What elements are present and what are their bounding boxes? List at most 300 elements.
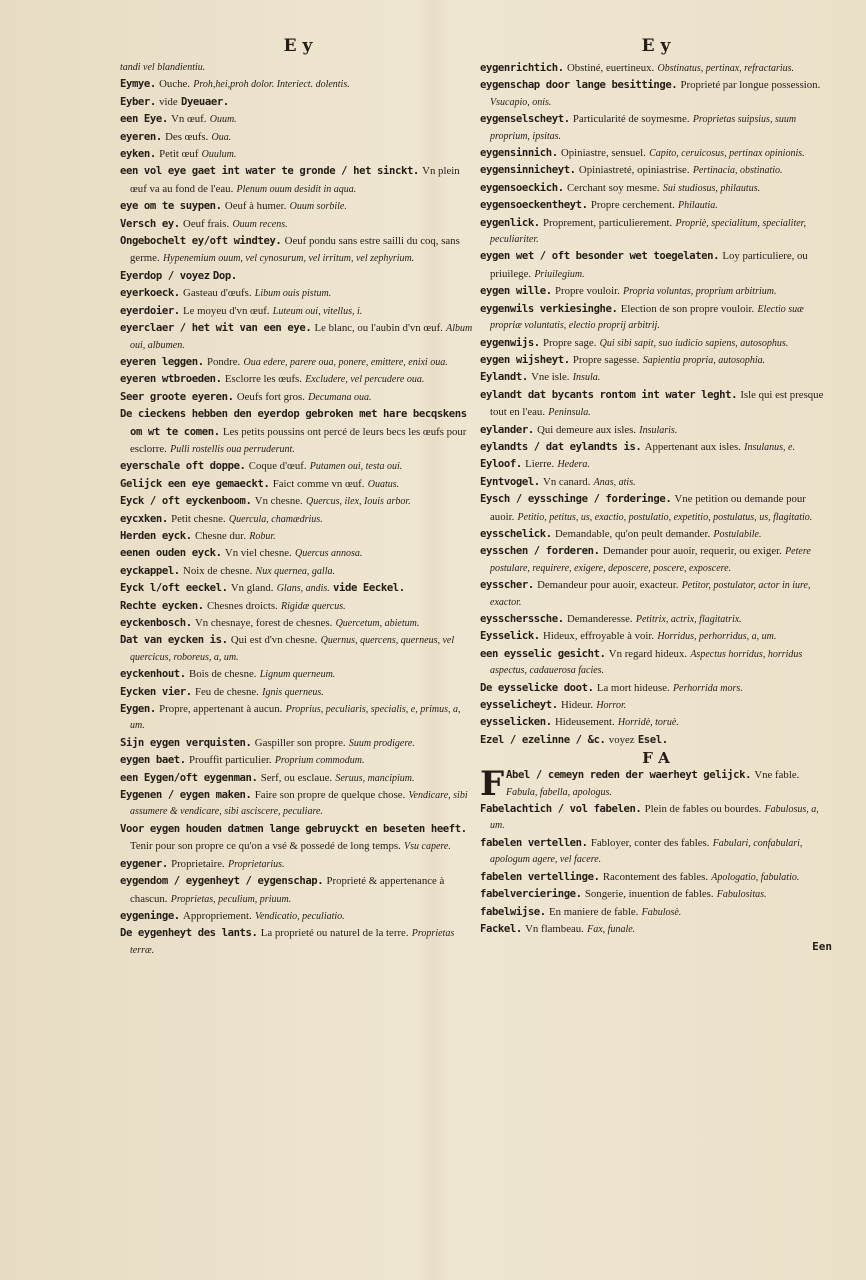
french-gloss: Vn gland. — [230, 582, 274, 595]
headword: Versch ey. — [120, 217, 180, 230]
french-gloss: La mort hideuse. — [596, 681, 670, 694]
headword: eyeren wtbroeden. — [120, 373, 222, 386]
latin-gloss: tandi vel blandientiu. — [120, 62, 206, 73]
headword: Eyntvogel. — [480, 475, 540, 488]
latin-gloss: Insularis. — [639, 424, 678, 436]
headword: eysschen / forderen. — [480, 545, 600, 558]
french-gloss: Prouffit particulier. — [189, 754, 272, 767]
latin-gloss: Lignum querneum. — [259, 669, 336, 681]
headword: eyerkoeck. — [120, 287, 180, 300]
headword: eygenschap door lange besittinge. — [480, 79, 678, 92]
french-gloss: Propre sage. — [543, 336, 597, 349]
french-gloss: Vne petition ou demande pour auoir. — [490, 493, 806, 523]
latin-gloss: Quercus, ilex, Iouis arbor. — [306, 496, 411, 508]
headword: eygenwils verkiesinghe. — [480, 302, 618, 315]
headword: Eygenen / eygen maken. — [120, 789, 252, 802]
dictionary-entry — [120, 94, 476, 111]
french-gloss: Vn canard. — [543, 475, 591, 488]
headword: fabelvercieringe. — [480, 888, 582, 901]
dictionary-entry — [120, 389, 476, 406]
latin-gloss: Seruus, mancipium. — [335, 772, 415, 784]
french-gloss: Oeuf frais. — [183, 217, 230, 230]
headword: eygendom / eygenheyt / eygenschap. — [120, 875, 324, 888]
headword: Eycken vier. — [120, 685, 192, 698]
latin-gloss: Propria voluntas, proprium arbitrium. — [623, 286, 777, 298]
dictionary-entry — [120, 701, 476, 735]
french-gloss: Obstiné, euertineux. — [566, 62, 655, 74]
latin-gloss: Quercus annosa. — [295, 548, 363, 560]
latin-gloss: Oua. — [211, 131, 232, 143]
latin-gloss: Ouatus. — [367, 478, 400, 490]
french-gloss: Opiniastre, sensuel. — [560, 147, 646, 160]
french-gloss: Lierre. — [525, 458, 555, 471]
latin-gloss: Fabulosus, a, um. — [490, 804, 819, 832]
headword: Sijn eygen verquisten. — [120, 736, 252, 749]
latin-gloss: Petitor, postulator, actor in iure, exactor. — [490, 580, 811, 608]
french-gloss: Election de son propre vouloir. — [620, 302, 755, 315]
headword: eygener. — [120, 857, 168, 870]
latin-gloss: Glans, andis. — [276, 583, 330, 595]
dictionary-entry — [480, 335, 832, 352]
headword: Fackel. — [480, 922, 522, 935]
dictionary-entry — [480, 697, 832, 714]
dictionary-entry — [480, 835, 832, 869]
latin-gloss: Obstinatus, pertinax, refractarius. — [657, 63, 795, 74]
headword: eylandts / dat eylandts is. — [480, 440, 642, 453]
cross-reference: Esel. — [637, 733, 668, 746]
latin-gloss: Peninsula. — [548, 407, 591, 419]
headword: een vol eye gaet int water te gronde / het sinckt. — [120, 165, 419, 178]
latin-gloss: Vsucapio, onis. — [490, 96, 552, 108]
latin-gloss: Sui studiosus, philautus. — [662, 182, 761, 194]
latin-gloss: Excludere, vel percudere oua. — [305, 374, 425, 386]
dictionary-entry — [480, 387, 832, 422]
headword: eyeren leggen. — [120, 355, 204, 368]
french-gloss: Songerie, inuention de fables. — [584, 888, 714, 901]
french-gloss: Serf, ou esclaue. — [260, 771, 333, 784]
latin-gloss: Petitio, petitus, us, exactio, postulatio, expetitio, postulatus, us, flagitatio. — [517, 511, 813, 523]
french-gloss: Gaspiller son propre. — [254, 736, 346, 749]
latin-gloss: Proprietarius. — [228, 858, 285, 870]
latin-gloss: Philautia. — [678, 200, 718, 212]
headword: Seer groote eyeren. — [120, 390, 234, 403]
french-gloss: Petit chesne. — [171, 512, 226, 525]
section-heading-fa: F A — [642, 749, 670, 768]
dictionary-entry — [120, 735, 476, 752]
headword: eygenlick. — [480, 216, 540, 229]
french-gloss: Vn chesnaye, forest de chesnes. — [195, 617, 333, 629]
dictionary-entry — [120, 821, 476, 856]
latin-gloss: Luteum oui, vitellus, i. — [272, 305, 363, 317]
headword: Fabelachtich / vol fabelen. — [480, 803, 642, 816]
dictionary-entry — [120, 908, 476, 925]
french-gloss: Hideur. — [560, 699, 594, 712]
dictionary-entry — [480, 352, 832, 369]
headword: De eygenheyt des lants. — [120, 927, 258, 940]
headword: fabelen vertellinge. — [480, 870, 600, 883]
right-entries — [480, 60, 832, 749]
dictionary-entry — [120, 563, 476, 580]
dictionary-entry — [120, 320, 476, 354]
latin-gloss: Petitrix, actrix, flagitatrix. — [635, 614, 742, 625]
french-gloss: Proprieté par longue possession. — [680, 79, 821, 92]
latin-gloss: Proprietas suipsius, suum proprium, ipsitas. — [490, 114, 797, 142]
latin-gloss: Insula. — [572, 372, 601, 384]
dictionary-entry — [480, 628, 832, 645]
dictionary-entry — [480, 369, 832, 386]
latin-gloss: Quercula, chamædrius. — [228, 513, 323, 525]
latin-gloss: Album oui, albumen. — [130, 323, 473, 351]
headword: eygenwijs. — [480, 336, 540, 349]
latin-gloss: Qui sibi sapit, suo iudicio sapiens, autosophus. — [599, 337, 789, 349]
headword: fabelwijse. — [480, 905, 546, 918]
dictionary-entry — [480, 646, 832, 680]
french-gloss: Plein de fables ou bourdes. — [644, 803, 762, 816]
headword: eyckenbosch. — [120, 617, 192, 629]
french-gloss: Fabloyer, conter des fables. — [590, 836, 710, 849]
dictionary-entry — [480, 248, 832, 283]
latin-gloss: Aspectus horridus, horridus aspectus, cadauerosa facies. — [490, 648, 803, 677]
dictionary-entry — [120, 111, 476, 128]
fa-entries — [480, 764, 832, 938]
dictionary-entry — [480, 526, 832, 543]
headword: Rechte eycken. — [120, 599, 204, 612]
french-gloss: Le blanc, ou l'aubin d'vn œuf. — [314, 322, 443, 335]
french-gloss: Des œufs. — [165, 130, 209, 143]
french-gloss: Appropriement. — [183, 909, 252, 922]
dictionary-entry — [120, 787, 476, 821]
dictionary-entry — [480, 111, 832, 145]
dictionary-entry — [120, 60, 476, 76]
dictionary-entry — [120, 303, 476, 320]
latin-gloss: Hypenemium ouum, vel cynosurum, vel irritum, vel zephyrium. — [162, 253, 415, 265]
headword: eycxken. — [120, 512, 168, 525]
latin-gloss: Quercetum, abietum. — [335, 618, 420, 629]
headword: eysselicheyt. — [480, 699, 558, 712]
latin-gloss: Petere postulare, requirere, exigere, deposcere, poscere, exposcere. — [490, 546, 811, 574]
headword: Eyck l/oft eeckel. — [120, 582, 228, 595]
dictionary-entry — [480, 77, 832, 111]
french-gloss: Petit œuf — [159, 148, 199, 161]
latin-gloss: Putamen oui, testa oui. — [309, 461, 403, 473]
dictionary-entry — [480, 301, 832, 335]
headword: eysschelick. — [480, 527, 552, 540]
dictionary-entry — [480, 456, 832, 473]
latin-gloss: Robur. — [249, 530, 276, 542]
french-gloss: Qui demeure aux isles. — [537, 423, 637, 436]
latin-gloss: Proh,hei,proh dolor. Interiect. dolentis. — [193, 79, 350, 91]
dictionary-entry — [120, 163, 476, 198]
latin-gloss: Fabulosè. — [641, 906, 682, 918]
dictionary-entry — [480, 869, 832, 886]
dictionary-entry — [120, 580, 476, 597]
dictionary-entry — [480, 543, 832, 577]
right-running-header: E y — [641, 36, 671, 56]
latin-gloss: Ouum recens. — [232, 218, 288, 230]
french-gloss: Faict comme vn œuf. — [272, 477, 365, 490]
headword: Eysch / eysschinge / forderinge. — [480, 493, 672, 506]
latin-gloss: Proprius, peculiaris, specialis, e, primus, a, um. — [130, 704, 461, 732]
latin-gloss: Perhorrida mors. — [672, 682, 743, 694]
headword: eyeren. — [120, 130, 162, 143]
dictionary-entry — [480, 921, 832, 938]
dictionary-entry — [480, 680, 832, 697]
headword: eyken. — [120, 148, 156, 161]
latin-gloss: Fax, funale. — [587, 923, 636, 935]
latin-gloss: Vendicatio, peculiatio. — [254, 910, 345, 922]
french-gloss: Demandable, qu'on peult demander. — [555, 527, 711, 540]
headword: eyerclaer / het wit van een eye. — [120, 322, 312, 335]
headword: eenen ouden eyck. — [120, 547, 222, 560]
dictionary-entry — [480, 801, 832, 835]
left-column — [120, 36, 476, 959]
headword: eyckappel. — [120, 564, 180, 577]
french-gloss: Demander pour auoir, requerir, ou exiger. — [602, 545, 782, 558]
dictionary-entry — [120, 666, 476, 683]
latin-gloss: Nux quernea, galla. — [255, 565, 335, 577]
headword: eygeninge. — [120, 909, 180, 922]
french-gloss: Vn chesne. — [254, 495, 303, 508]
latin-gloss: Pulli rostellis oua perruderunt. — [170, 443, 295, 455]
dictionary-entry — [480, 197, 832, 214]
dictionary-entry — [480, 474, 832, 491]
headword: eygen wet / oft besonder wet toegelaten. — [480, 250, 720, 263]
french-gloss: Tenir pour son propre ce qu'on a vsé & possedé de long temps. — [130, 840, 401, 853]
french-gloss: Qui est d'vn chesne. — [230, 634, 318, 647]
dictionary-entry — [120, 216, 476, 233]
french-gloss: Le moyeu d'vn œuf. — [183, 304, 270, 317]
dictionary-entry — [120, 458, 476, 475]
dictionary-entry — [480, 491, 832, 526]
latin-gloss: Vendicare, sibi assumere & vendicare, sibi asciscere, peculiare. — [130, 790, 468, 818]
french-gloss: Isle qui est presque tout en l'eau. — [490, 388, 824, 419]
dictionary-entry — [120, 528, 476, 545]
latin-gloss: Plenum ouum desidit in aqua. — [236, 183, 357, 195]
headword: Dat van eycken is. — [120, 634, 228, 647]
dictionary-entry — [120, 198, 476, 215]
french-gloss: Oeuf à humer. — [224, 200, 287, 213]
french-gloss: Noix de chesne. — [183, 564, 253, 577]
headword: Ongebochelt ey/oft windtey. — [120, 235, 282, 248]
latin-gloss: Proprietas, peculium, priuum. — [170, 893, 292, 905]
headword: eysscherssche. — [480, 613, 564, 625]
french-gloss: Demanderesse. — [566, 613, 633, 625]
dictionary-entry — [480, 611, 832, 628]
french-gloss: vide — [159, 95, 178, 108]
headword: eygen wijsheyt. — [480, 353, 570, 366]
headword: Voor eygen houden datmen lange gebruyckt en beseten heeft. — [120, 822, 467, 835]
headword: eylander. — [480, 423, 534, 436]
dictionary-entry — [120, 598, 476, 615]
latin-gloss: Fabulositas. — [716, 889, 767, 901]
french-gloss: Propre vouloir. — [555, 285, 620, 298]
catchword: Een — [812, 940, 832, 954]
latin-gloss: Decumana oua. — [308, 391, 372, 403]
french-gloss: Proprietaire. — [171, 857, 225, 870]
dictionary-entry — [480, 439, 832, 456]
headword: eyerdoier. — [120, 304, 180, 317]
dictionary-entry — [120, 856, 476, 873]
french-gloss: Les petits poussins ont percé de leurs becs les œufs pour esclorre. — [130, 425, 467, 455]
dictionary-entry — [120, 406, 476, 458]
latin-gloss: Fabula, fabella, apologus. — [506, 786, 612, 798]
dictionary-entry — [120, 268, 476, 285]
french-gloss: Gasteau d'œufs. — [183, 287, 252, 300]
cross-reference: Dyeuaer. — [180, 95, 229, 108]
headword: eygensinnicheyt. — [480, 164, 576, 177]
right-column — [480, 36, 832, 953]
latin-gloss: Fabulari, confabulari, apologum agere, vel facere. — [490, 837, 803, 866]
latin-gloss: Horridus, perhorridus, a, um. — [657, 631, 777, 643]
dictionary-entry — [120, 476, 476, 493]
french-gloss: Loy particuliere, ou priuilege. — [490, 250, 808, 280]
dictionary-entry — [120, 371, 476, 388]
headword: eyckenhout. — [120, 668, 186, 681]
headword: Eyerdop / voyez — [120, 269, 210, 282]
headword: een Eygen/oft eygenman. — [120, 771, 258, 784]
headword: eyerschale oft doppe. — [120, 460, 246, 473]
dictionary-entry — [120, 752, 476, 769]
headword: eye om te suypen. — [120, 200, 222, 213]
french-gloss: Particularité de soymesme. — [572, 113, 690, 126]
headword: een eysselic gesicht. — [480, 647, 606, 660]
french-gloss: Vn plein œuf va au fond de l'eau. — [130, 165, 460, 195]
dictionary-entry — [120, 632, 476, 666]
french-gloss: Vn œuf. — [171, 113, 207, 126]
headword: Eyloof. — [480, 458, 522, 471]
drop-cap: F — [480, 764, 505, 805]
latin-gloss: Pertinacia, obstinatio. — [692, 165, 783, 177]
french-gloss: Esclorre les œufs. — [224, 373, 302, 386]
dictionary-entry — [480, 145, 832, 162]
french-gloss: Oeufs fort gros. — [236, 390, 305, 403]
dictionary-entry — [120, 925, 476, 959]
latin-gloss: Postulabile. — [713, 528, 762, 540]
french-gloss: Propre, appertenant à aucun. — [159, 703, 283, 716]
dictionary-entry — [120, 146, 476, 163]
headword: eygen baet. — [120, 754, 186, 767]
cross-reference: vide Eeckel. — [333, 582, 405, 595]
latin-gloss: Horror. — [596, 700, 627, 712]
french-gloss: Proprement, particulierement. — [543, 216, 673, 229]
latin-gloss: Proprium commodum. — [274, 755, 365, 767]
french-gloss: Coque d'œuf. — [248, 460, 307, 473]
dictionary-entry — [120, 285, 476, 302]
dictionary-entry — [480, 714, 832, 731]
dictionary-entry — [120, 129, 476, 146]
dictionary-entry — [480, 422, 832, 439]
french-gloss: Oeuf pondu sans estre sailli du coq, sans germe. — [130, 235, 460, 265]
dictionary-entry — [480, 904, 832, 921]
latin-gloss: Ouulum. — [201, 149, 237, 161]
french-gloss: Vn viel chesne. — [224, 547, 292, 560]
latin-gloss: Vsu capere. — [404, 841, 451, 853]
french-gloss: Bois de chesne. — [189, 668, 257, 681]
french-gloss: Faire son propre de quelque chose. — [254, 789, 406, 802]
latin-gloss: Quernus, quercens, querneus, vel quercicus, roboreus, a, um. — [130, 635, 455, 663]
latin-gloss: Sapientia propria, autosophia. — [642, 354, 766, 366]
dictionary-entry — [120, 493, 476, 510]
dictionary-entry — [480, 577, 832, 611]
dictionary-entry — [120, 684, 476, 701]
headword: fabelen vertellen. — [480, 836, 588, 849]
dictionary-entry — [120, 770, 476, 787]
french-gloss: Demandeur pour auoir, exacteur. — [537, 579, 679, 592]
latin-gloss: Ignis querneus. — [262, 686, 324, 698]
headword: eygensoeckentheyt. — [480, 199, 588, 212]
dictionary-entry — [120, 545, 476, 562]
french-gloss: Appertenant aux isles. — [644, 440, 741, 453]
headword: Herden eyck. — [120, 529, 192, 542]
latin-gloss: Anas, atis. — [593, 476, 636, 488]
headword: De eysselicke doot. — [480, 681, 594, 694]
headword: eygensinnich. — [480, 147, 558, 160]
latin-gloss: Proprietas terræ. — [130, 928, 455, 956]
dictionary-entry — [120, 76, 476, 93]
cross-reference: Dop. — [212, 269, 237, 282]
headword: De cieckens hebben den eyerdop gebroken met hare becqskens om wt te comen. — [120, 408, 467, 438]
latin-gloss: Hedera. — [557, 459, 590, 471]
headword: eysscher. — [480, 579, 534, 592]
french-gloss: Chesne dur. — [195, 529, 246, 542]
french-gloss: Opiniastreté, opiniastrise. — [578, 164, 690, 177]
latin-gloss: Rigidæ quercus. — [280, 600, 346, 612]
dictionary-entry — [120, 873, 476, 908]
latin-gloss: Propriè, specialitum, specialiter, peculiariter. — [490, 217, 806, 246]
headword: Abel / cemeyn reden der waerheyt gelijck. — [506, 769, 752, 782]
latin-gloss: Oua edere, parere oua, ponere, emittere, enixi oua. — [243, 356, 448, 368]
dictionary-entry — [120, 511, 476, 528]
headword: eylandt dat bycants rontom int water leght. — [480, 388, 738, 401]
headword: eygen wille. — [480, 285, 552, 298]
french-gloss: Vne fable. — [754, 769, 800, 782]
french-gloss: Vn regard hideux. — [608, 647, 688, 660]
french-gloss: Cerchant soy mesme. — [566, 181, 660, 194]
dictionary-entry — [120, 615, 476, 632]
dictionary-entry — [480, 215, 832, 249]
headword: Eysselick. — [480, 630, 540, 643]
left-running-header: E y — [283, 36, 313, 56]
french-gloss: Vn flambeau. — [525, 922, 584, 935]
headword: Eygen. — [120, 703, 156, 716]
french-gloss: Proprieté & appertenance à chascun. — [130, 875, 445, 905]
latin-gloss: Insulanus, e. — [744, 441, 795, 453]
dictionary-entry — [480, 886, 832, 903]
french-gloss: Chesnes droicts. — [206, 599, 278, 612]
headword: Eymye. — [120, 78, 156, 91]
dictionary-entry — [120, 233, 476, 268]
latin-gloss: Horridè, toruè. — [617, 717, 679, 729]
dictionary-entry — [480, 162, 832, 179]
dictionary-entry — [480, 764, 832, 805]
french-gloss: La proprieté ou naturel de la terre. — [260, 927, 409, 940]
headword: Gelijck een eye gemaeckt. — [120, 477, 270, 490]
headword: eygenrichtich. — [480, 62, 564, 74]
french-gloss: En maniere de fable. — [549, 905, 639, 918]
dictionary-entry — [120, 354, 476, 371]
headword: een Eye. — [120, 113, 168, 126]
dictionary-entry — [480, 60, 832, 77]
headword: Ezel / ezelinne / &c. — [480, 733, 606, 746]
french-gloss: Hideusement. — [555, 716, 615, 729]
french-gloss: Hideux, effroyable à voir. — [543, 630, 655, 643]
headword: eygensoeckich. — [480, 181, 564, 194]
latin-gloss: Libum ouis pistum. — [254, 288, 332, 300]
headword: Eylandt. — [480, 371, 528, 384]
headword: eysselicken. — [480, 716, 552, 729]
latin-gloss: Apologatio, fabulatio. — [711, 871, 800, 883]
latin-gloss: Capito, ceruicosus, pertinax opinionis. — [649, 148, 805, 160]
